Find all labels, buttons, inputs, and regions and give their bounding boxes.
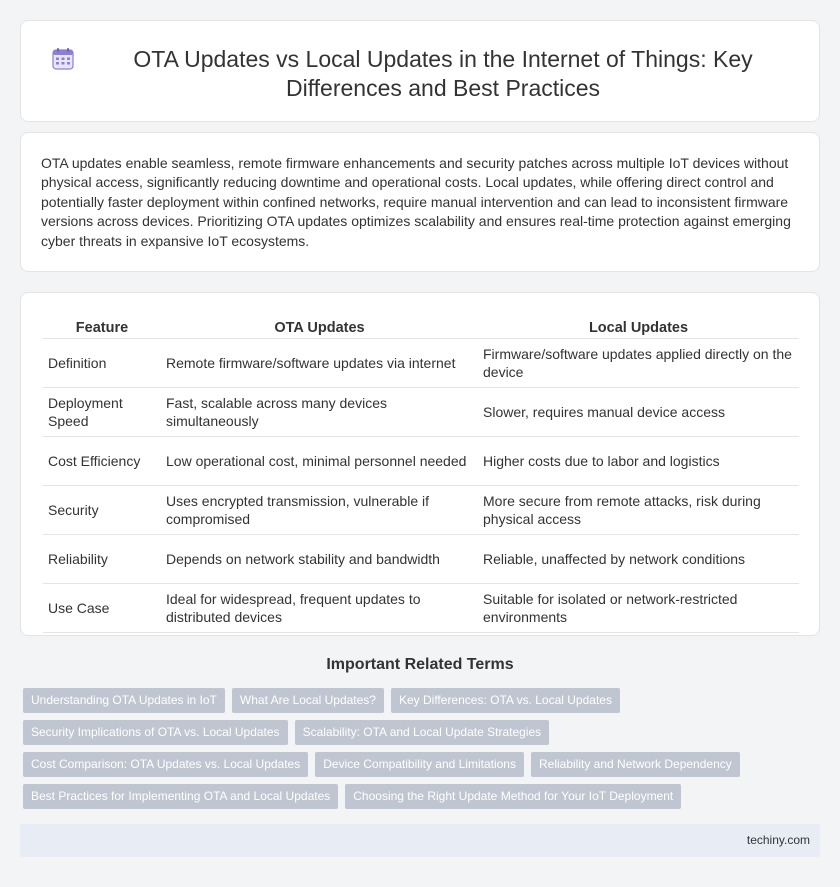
related-term-tag[interactable]: Best Practices for Implementing OTA and Local Updates — [23, 784, 338, 809]
site-name[interactable]: techiny.com — [746, 833, 810, 847]
related-term-tag[interactable]: Device Compatibility and Limitations — [315, 752, 524, 777]
related-term-tag[interactable]: Understanding OTA Updates in IoT — [23, 688, 225, 713]
footer — [20, 824, 820, 857]
ota-cell: Ideal for widespread, frequent updates to distributed devices — [161, 583, 478, 632]
related-term-tag[interactable]: Cost Comparison: OTA Updates vs. Local Updates — [23, 752, 308, 777]
local-cell: Firmware/software updates applied directly on the device — [478, 338, 799, 387]
feature-cell: Definition — [43, 338, 161, 387]
related-term-tag[interactable]: Scalability: OTA and Local Update Strategies — [295, 720, 550, 745]
ota-cell: Uses encrypted transmission, vulnerable if compromised — [161, 485, 478, 534]
related-terms-title: Important Related Terms — [326, 656, 514, 673]
related-terms-list — [23, 688, 823, 816]
comparison-card — [20, 292, 820, 636]
calendar-icon — [51, 47, 75, 71]
column-header-feature: Feature — [43, 314, 161, 338]
table-header-row — [43, 314, 799, 338]
related-term-tag[interactable]: Choosing the Right Update Method for Your IoT Deployment — [345, 784, 681, 809]
table-row — [43, 387, 799, 436]
column-header-ota: OTA Updates — [161, 314, 478, 338]
table-row — [43, 534, 799, 583]
feature-cell: Use Case — [43, 583, 161, 632]
table-row — [43, 485, 799, 534]
title-card — [20, 20, 820, 122]
feature-cell: Cost Efficiency — [43, 436, 161, 485]
related-term-tag[interactable]: Reliability and Network Dependency — [531, 752, 740, 777]
tag-row — [23, 752, 823, 777]
feature-cell: Reliability — [43, 534, 161, 583]
intro-card — [20, 132, 820, 272]
comparison-table — [43, 314, 799, 633]
feature-cell: Security — [43, 485, 161, 534]
ota-cell: Low operational cost, minimal personnel needed — [161, 436, 478, 485]
local-cell: Reliable, unaffected by network conditions — [478, 534, 799, 583]
tag-row — [23, 688, 823, 713]
ota-cell: Depends on network stability and bandwidth — [161, 534, 478, 583]
tag-row — [23, 784, 823, 809]
related-term-tag[interactable]: What Are Local Updates? — [232, 688, 384, 713]
table-row — [43, 338, 799, 387]
intro-paragraph: OTA updates enable seamless, remote firmware enhancements and security patches across multiple IoT devices without physical access, significantly reducing downtime and operational costs. Local updates, while offering direct control and potentially faster deployment within confined networks, require manual intervention and can lead to inconsistent firmware versions across devices. Prioritizing OTA updates optimizes scalability and ensures real-time protection against emerging cyber threats in expansive IoT ecosystems. — [41, 155, 791, 249]
local-cell: Higher costs due to labor and logistics — [478, 436, 799, 485]
ota-cell: Remote firmware/software updates via internet — [161, 338, 478, 387]
local-cell: Suitable for isolated or network-restricted environments — [478, 583, 799, 632]
related-term-tag[interactable]: Key Differences: OTA vs. Local Updates — [391, 688, 620, 713]
column-header-local: Local Updates — [478, 314, 799, 338]
local-cell: Slower, requires manual device access — [478, 387, 799, 436]
feature-cell: Deployment Speed — [43, 387, 161, 436]
page-title: OTA Updates vs Local Updates in the Internet of Things: Key Differences and Best Practices — [133, 46, 753, 101]
related-term-tag[interactable]: Security Implications of OTA vs. Local Updates — [23, 720, 288, 745]
ota-cell: Fast, scalable across many devices simultaneously — [161, 387, 478, 436]
table-row — [43, 436, 799, 485]
table-row — [43, 583, 799, 632]
local-cell: More secure from remote attacks, risk during physical access — [478, 485, 799, 534]
tag-row — [23, 720, 823, 745]
